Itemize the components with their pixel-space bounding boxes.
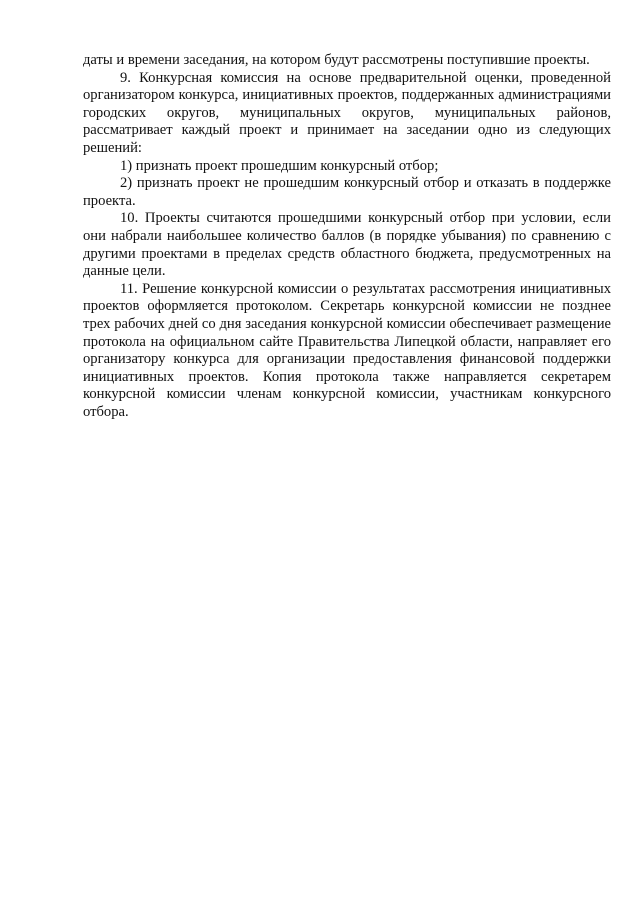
paragraph-9-option-2: 2) признать проект не прошедшим конкурсный отбор и отказать в поддержке проекта. [83, 175, 611, 209]
paragraph-10: 10. Проекты считаются прошедшими конкурсный отбор при условии, если они набрали наибольшее количество баллов (в порядке убывания) по сравнению с другими проектами в пределах средств областного бюджета, предусмотренных на данные цели. [83, 210, 611, 280]
document-body [83, 52, 611, 421]
paragraph-continuation: даты и времени заседания, на котором будут рассмотрены поступившие проекты. [83, 52, 590, 68]
paragraph-11: 11. Решение конкурсной комиссии о результатах рассмотрения инициативных проектов оформляется протоколом. Секретарь конкурсной комиссии не позднее трех рабочих дней со дня заседания конкурсной комиссии обеспечивает размещение протокола на официальном сайте Правительства Липецкой области, направляет его организатору конкурса для организации предоставления финансовой поддержки инициативных проектов. Копия протокола также направляется секретарем конкурсной комиссии членам конкурсной комиссии, участникам конкурсного отбора. [83, 280, 611, 420]
paragraph-9: 9. Конкурсная комиссия на основе предварительной оценки, проведенной организатором конкурса, инициативных проектов, поддержанных администрациями городских округов, муниципальных округов, муниципальных районов, рассматривает каждый проект и принимает на заседании одно из следующих решений: [83, 69, 611, 156]
paragraph-9-option-1: 1) признать проект прошедшим конкурсный отбор; [120, 157, 439, 174]
